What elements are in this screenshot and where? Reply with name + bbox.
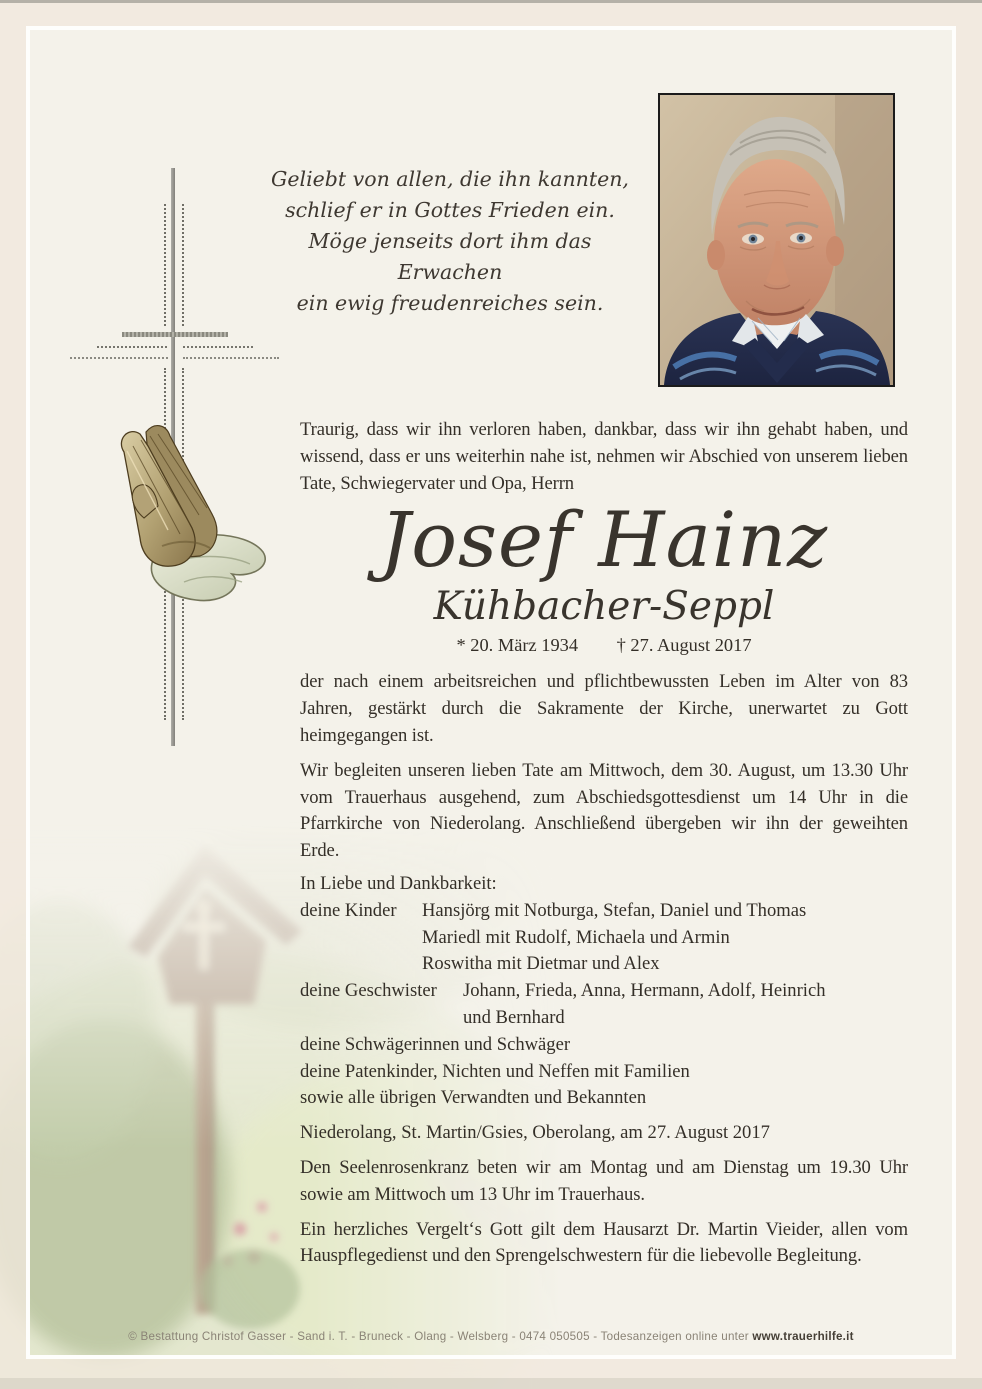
family-line: Mariedl mit Rudolf, Michaela und Armin [422,926,730,948]
family-line: und Bernhard [463,1006,565,1028]
cross-dotted-line [182,204,184,326]
thanks-paragraph: Ein herzliches Vergelt‘s Gott gilt dem Hausarzt Dr. Martin Vieider, allen vom Hauspflegedienst und den Sprengelschwestern für die liebevolle Begleitung. [300,1218,908,1267]
family-group-siblings [300,978,908,1032]
family-group-children [300,898,908,978]
death-date: † 27. August 2017 [616,635,752,656]
praying-hands-icon [100,418,278,616]
family-list [300,898,908,1112]
closing-line: In Liebe und Dankbarkeit: [300,872,497,894]
rosary-paragraph: Den Seelenrosenkranz beten wir am Montag und am Dienstag um 19.30 Uhr sowie am Mittwoch um 13 Uhr im Trauerhaus. [300,1156,908,1205]
family-line: Hansjörg mit Notburga, Stefan, Daniel und Thomas [422,899,807,921]
family-group-label: deine Kinder [300,899,397,921]
family-group-names [422,898,908,978]
intro-paragraph: Traurig, dass wir ihn verloren haben, dankbar, dass wir ihn gehabt haben, und wissend, dass er uns weiterhin nahe ist, nehmen wir Abschied von unserem lieben Tate, Schwiegervater und Opa, Herrn [300,419,908,494]
cross-dotted-line [164,204,166,326]
verse-line: Geliebt von allen, die ihn kannten, [271,167,629,191]
place-date-line: Niederolang, St. Martin/Gsies, Oberolang, am 27. August 2017 [300,1122,770,1144]
family-group-label: deine Geschwister [300,980,437,1002]
verse-line: schlief er in Gottes Frieden ein. [285,198,615,222]
verse-line: Möge jenseits dort ihm das Erwachen [308,229,592,284]
footer-text: © Bestattung Christof Gasser - Sand i. T. - Bruneck - Olang - Welsberg - 0474 050505 - Todesanzeigen online unter [128,1330,753,1343]
funeral-home-footer [32,1330,950,1343]
cross-dotted-line [183,346,253,348]
family-line: sowie alle übrigen Verwandten und Bekannten [300,1087,647,1109]
memorial-verse [268,164,632,319]
footer-website: www.trauerhilfe.it [752,1330,854,1343]
life-dates [300,635,908,656]
cross-horizontal-bar [122,332,228,337]
family-line: deine Schwägerinnen und Schwäger [300,1033,571,1055]
family-line: Johann, Frieda, Anna, Hermann, Adolf, Heinrich [463,980,826,1002]
outer-margin-top [0,0,982,26]
funeral-paragraph: Wir begleiten unseren lieben Tate am Mittwoch, dem 30. August, um 13.30 Uhr vom Trauerhaus ausgehend, zum Abschiedsgottesdienst um 14 Uhr in die Pfarrkirche von Niederolang. Anschließend übergeben wir ihn der geweihten Erde. [300,759,908,862]
outer-margin-right [956,26,982,1356]
life-paragraph: der nach einem arbeitsreichen und pflichtbewussten Leben im Alter von 83 Jahren, gestärkt durch die Sakramente der Kirche, unerwartet zu Gott heimgegangen ist. [300,671,908,746]
family-line: deine Patenkinder, Nichten und Neffen mit Familien [300,1060,690,1082]
cross-dotted-line [97,346,167,348]
birth-date: * 20. März 1934 [456,635,579,656]
family-line: Roswitha mit Dietmar und Alex [422,953,660,975]
deceased-nickname: Kühbacher-Seppl [433,584,775,630]
obituary-text-column [300,417,908,1270]
scan-edge-top [0,0,982,3]
cross-long-line [183,357,279,359]
verse-line: ein ewig freudenreiches sein. [296,291,604,315]
scan-edge-bottom [0,1378,982,1389]
portrait-photo [658,93,895,387]
family-group-names [463,978,908,1032]
deceased-name: Josef Hainz [379,495,829,585]
outer-margin-left [0,26,26,1356]
cross-long-line [70,357,168,359]
